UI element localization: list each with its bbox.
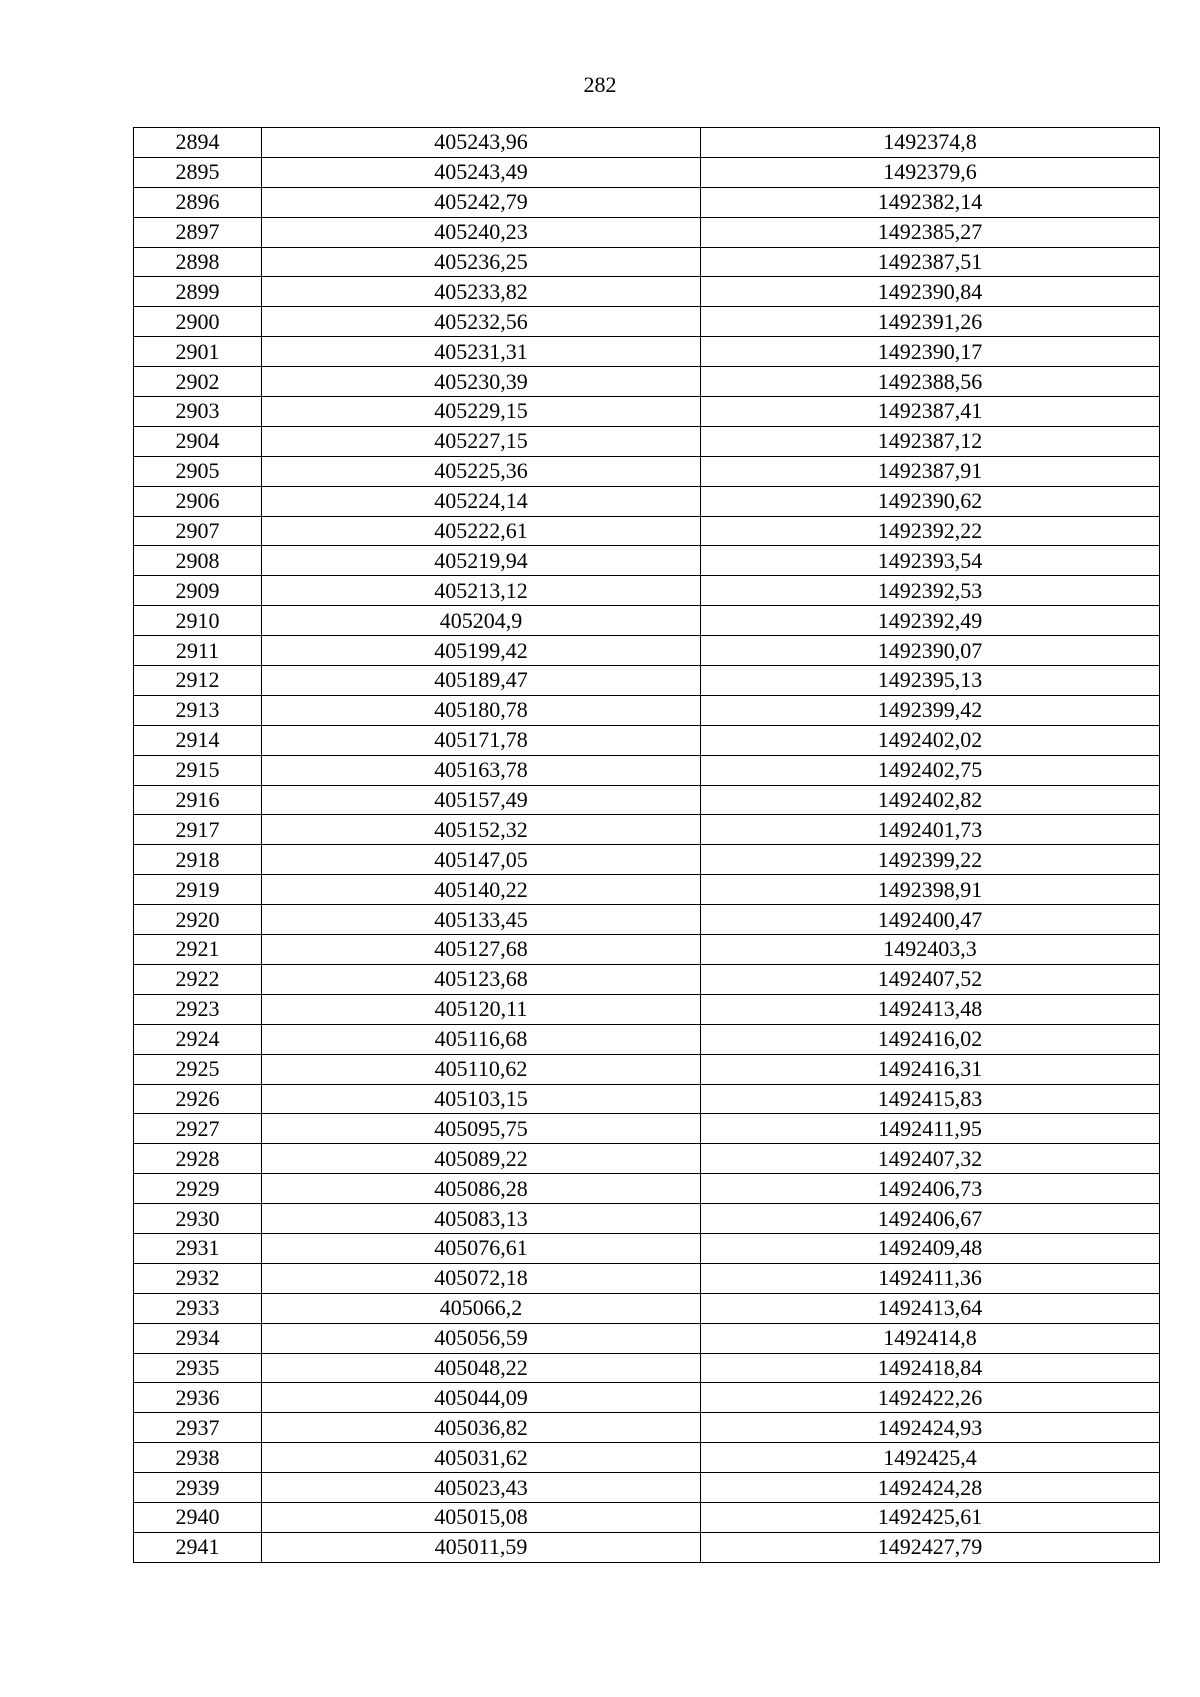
point-number-cell: 2921 — [134, 935, 262, 965]
table-row — [134, 1353, 1160, 1383]
point-number-cell: 2929 — [134, 1174, 262, 1204]
point-number-cell: 2919 — [134, 875, 262, 905]
y-coordinate-cell: 1492387,91 — [701, 456, 1160, 486]
table-row — [134, 994, 1160, 1024]
y-coordinate-cell: 1492411,95 — [701, 1114, 1160, 1144]
x-coordinate-cell: 405083,13 — [262, 1204, 701, 1234]
y-coordinate-cell: 1492390,84 — [701, 277, 1160, 307]
x-coordinate-cell: 405240,23 — [262, 217, 701, 247]
table-row — [134, 157, 1160, 187]
x-coordinate-cell: 405072,18 — [262, 1263, 701, 1293]
y-coordinate-cell: 1492382,14 — [701, 187, 1160, 217]
x-coordinate-cell: 405036,82 — [262, 1413, 701, 1443]
y-coordinate-cell: 1492425,4 — [701, 1443, 1160, 1473]
x-coordinate-cell: 405227,15 — [262, 426, 701, 456]
point-number-cell: 2928 — [134, 1144, 262, 1174]
table-row — [134, 516, 1160, 546]
x-coordinate-cell: 405157,49 — [262, 785, 701, 815]
table-row — [134, 815, 1160, 845]
x-coordinate-cell: 405116,68 — [262, 1024, 701, 1054]
coordinates-table-body — [134, 128, 1160, 1563]
point-number-cell: 2917 — [134, 815, 262, 845]
point-number-cell: 2930 — [134, 1204, 262, 1234]
y-coordinate-cell: 1492387,51 — [701, 247, 1160, 277]
x-coordinate-cell: 405231,31 — [262, 337, 701, 367]
table-row — [134, 1443, 1160, 1473]
point-number-cell: 2912 — [134, 666, 262, 696]
x-coordinate-cell: 405110,62 — [262, 1054, 701, 1084]
point-number-cell: 2915 — [134, 755, 262, 785]
point-number-cell: 2940 — [134, 1502, 262, 1532]
point-number-cell: 2911 — [134, 636, 262, 666]
point-number-cell: 2922 — [134, 964, 262, 994]
table-row — [134, 217, 1160, 247]
x-coordinate-cell: 405189,47 — [262, 666, 701, 696]
x-coordinate-cell: 405011,59 — [262, 1532, 701, 1562]
table-row — [134, 845, 1160, 875]
x-coordinate-cell: 405171,78 — [262, 725, 701, 755]
y-coordinate-cell: 1492411,36 — [701, 1263, 1160, 1293]
table-row — [134, 277, 1160, 307]
y-coordinate-cell: 1492424,93 — [701, 1413, 1160, 1443]
x-coordinate-cell: 405232,56 — [262, 307, 701, 337]
point-number-cell: 2913 — [134, 695, 262, 725]
y-coordinate-cell: 1492391,26 — [701, 307, 1160, 337]
x-coordinate-cell: 405023,43 — [262, 1473, 701, 1503]
y-coordinate-cell: 1492392,53 — [701, 576, 1160, 606]
table-row — [134, 128, 1160, 158]
table-row — [134, 397, 1160, 427]
y-coordinate-cell: 1492424,28 — [701, 1473, 1160, 1503]
x-coordinate-cell: 405243,49 — [262, 157, 701, 187]
table-row — [134, 187, 1160, 217]
table-row — [134, 576, 1160, 606]
table-row — [134, 486, 1160, 516]
x-coordinate-cell: 405056,59 — [262, 1323, 701, 1353]
table-row — [134, 1084, 1160, 1114]
x-coordinate-cell: 405120,11 — [262, 994, 701, 1024]
y-coordinate-cell: 1492415,83 — [701, 1084, 1160, 1114]
y-coordinate-cell: 1492390,62 — [701, 486, 1160, 516]
y-coordinate-cell: 1492403,3 — [701, 935, 1160, 965]
x-coordinate-cell: 405152,32 — [262, 815, 701, 845]
y-coordinate-cell: 1492407,52 — [701, 964, 1160, 994]
x-coordinate-cell: 405031,62 — [262, 1443, 701, 1473]
point-number-cell: 2933 — [134, 1293, 262, 1323]
table-row — [134, 1024, 1160, 1054]
y-coordinate-cell: 1492413,48 — [701, 994, 1160, 1024]
y-coordinate-cell: 1492379,6 — [701, 157, 1160, 187]
x-coordinate-cell: 405044,09 — [262, 1383, 701, 1413]
table-row — [134, 1532, 1160, 1562]
x-coordinate-cell: 405236,25 — [262, 247, 701, 277]
point-number-cell: 2894 — [134, 128, 262, 158]
x-coordinate-cell: 405243,96 — [262, 128, 701, 158]
table-row — [134, 426, 1160, 456]
y-coordinate-cell: 1492406,73 — [701, 1174, 1160, 1204]
point-number-cell: 2931 — [134, 1233, 262, 1263]
y-coordinate-cell: 1492414,8 — [701, 1323, 1160, 1353]
x-coordinate-cell: 405140,22 — [262, 875, 701, 905]
table-row — [134, 1174, 1160, 1204]
point-number-cell: 2916 — [134, 785, 262, 815]
y-coordinate-cell: 1492395,13 — [701, 666, 1160, 696]
table-row — [134, 964, 1160, 994]
y-coordinate-cell: 1492425,61 — [701, 1502, 1160, 1532]
table-row — [134, 666, 1160, 696]
page-number: 282 — [583, 72, 617, 97]
y-coordinate-cell: 1492387,41 — [701, 397, 1160, 427]
table-row — [134, 1144, 1160, 1174]
x-coordinate-cell: 405095,75 — [262, 1114, 701, 1144]
table-row — [134, 1263, 1160, 1293]
y-coordinate-cell: 1492392,49 — [701, 606, 1160, 636]
x-coordinate-cell: 405123,68 — [262, 964, 701, 994]
point-number-cell: 2925 — [134, 1054, 262, 1084]
y-coordinate-cell: 1492374,8 — [701, 128, 1160, 158]
table-row — [134, 725, 1160, 755]
x-coordinate-cell: 405213,12 — [262, 576, 701, 606]
point-number-cell: 2907 — [134, 516, 262, 546]
x-coordinate-cell: 405229,15 — [262, 397, 701, 427]
y-coordinate-cell: 1492393,54 — [701, 546, 1160, 576]
y-coordinate-cell: 1492387,12 — [701, 426, 1160, 456]
x-coordinate-cell: 405222,61 — [262, 516, 701, 546]
point-number-cell: 2908 — [134, 546, 262, 576]
table-row — [134, 247, 1160, 277]
table-row — [134, 1204, 1160, 1234]
y-coordinate-cell: 1492418,84 — [701, 1353, 1160, 1383]
point-number-cell: 2904 — [134, 426, 262, 456]
point-number-cell: 2932 — [134, 1263, 262, 1293]
x-coordinate-cell: 405230,39 — [262, 367, 701, 397]
table-row — [134, 1473, 1160, 1503]
x-coordinate-cell: 405225,36 — [262, 456, 701, 486]
table-row — [134, 307, 1160, 337]
x-coordinate-cell: 405233,82 — [262, 277, 701, 307]
y-coordinate-cell: 1492390,17 — [701, 337, 1160, 367]
x-coordinate-cell: 405103,15 — [262, 1084, 701, 1114]
y-coordinate-cell: 1492402,75 — [701, 755, 1160, 785]
point-number-cell: 2927 — [134, 1114, 262, 1144]
y-coordinate-cell: 1492400,47 — [701, 905, 1160, 935]
point-number-cell: 2903 — [134, 397, 262, 427]
x-coordinate-cell: 405224,14 — [262, 486, 701, 516]
x-coordinate-cell: 405199,42 — [262, 636, 701, 666]
x-coordinate-cell: 405089,22 — [262, 1144, 701, 1174]
point-number-cell: 2924 — [134, 1024, 262, 1054]
y-coordinate-cell: 1492401,73 — [701, 815, 1160, 845]
point-number-cell: 2934 — [134, 1323, 262, 1353]
point-number-cell: 2935 — [134, 1353, 262, 1383]
point-number-cell: 2905 — [134, 456, 262, 486]
y-coordinate-cell: 1492409,48 — [701, 1233, 1160, 1263]
table-row — [134, 367, 1160, 397]
table-row — [134, 1054, 1160, 1084]
y-coordinate-cell: 1492398,91 — [701, 875, 1160, 905]
table-row — [134, 1413, 1160, 1443]
table-row — [134, 337, 1160, 367]
point-number-cell: 2902 — [134, 367, 262, 397]
y-coordinate-cell: 1492388,56 — [701, 367, 1160, 397]
x-coordinate-cell: 405219,94 — [262, 546, 701, 576]
point-number-cell: 2937 — [134, 1413, 262, 1443]
x-coordinate-cell: 405127,68 — [262, 935, 701, 965]
table-row — [134, 695, 1160, 725]
x-coordinate-cell: 405163,78 — [262, 755, 701, 785]
point-number-cell: 2918 — [134, 845, 262, 875]
x-coordinate-cell: 405076,61 — [262, 1233, 701, 1263]
x-coordinate-cell: 405066,2 — [262, 1293, 701, 1323]
y-coordinate-cell: 1492413,64 — [701, 1293, 1160, 1323]
table-row — [134, 1233, 1160, 1263]
point-number-cell: 2899 — [134, 277, 262, 307]
point-number-cell: 2900 — [134, 307, 262, 337]
point-number-cell: 2926 — [134, 1084, 262, 1114]
point-number-cell: 2910 — [134, 606, 262, 636]
point-number-cell: 2936 — [134, 1383, 262, 1413]
table-row — [134, 606, 1160, 636]
y-coordinate-cell: 1492399,42 — [701, 695, 1160, 725]
table-row — [134, 935, 1160, 965]
y-coordinate-cell: 1492422,26 — [701, 1383, 1160, 1413]
y-coordinate-cell: 1492392,22 — [701, 516, 1160, 546]
x-coordinate-cell: 405204,9 — [262, 606, 701, 636]
y-coordinate-cell: 1492402,82 — [701, 785, 1160, 815]
table-row — [134, 1114, 1160, 1144]
point-number-cell: 2898 — [134, 247, 262, 277]
x-coordinate-cell: 405242,79 — [262, 187, 701, 217]
point-number-cell: 2906 — [134, 486, 262, 516]
y-coordinate-cell: 1492402,02 — [701, 725, 1160, 755]
point-number-cell: 2923 — [134, 994, 262, 1024]
point-number-cell: 2941 — [134, 1532, 262, 1562]
y-coordinate-cell: 1492407,32 — [701, 1144, 1160, 1174]
point-number-cell: 2901 — [134, 337, 262, 367]
y-coordinate-cell: 1492427,79 — [701, 1532, 1160, 1562]
x-coordinate-cell: 405086,28 — [262, 1174, 701, 1204]
x-coordinate-cell: 405048,22 — [262, 1353, 701, 1383]
y-coordinate-cell: 1492390,07 — [701, 636, 1160, 666]
point-number-cell: 2909 — [134, 576, 262, 606]
y-coordinate-cell: 1492416,31 — [701, 1054, 1160, 1084]
table-row — [134, 1323, 1160, 1353]
x-coordinate-cell: 405147,05 — [262, 845, 701, 875]
point-number-cell: 2914 — [134, 725, 262, 755]
point-number-cell: 2896 — [134, 187, 262, 217]
table-row — [134, 636, 1160, 666]
table-row — [134, 875, 1160, 905]
coordinates-table — [133, 127, 1160, 1563]
y-coordinate-cell: 1492406,67 — [701, 1204, 1160, 1234]
x-coordinate-cell: 405180,78 — [262, 695, 701, 725]
table-row — [134, 905, 1160, 935]
point-number-cell: 2938 — [134, 1443, 262, 1473]
point-number-cell: 2897 — [134, 217, 262, 247]
point-number-cell: 2920 — [134, 905, 262, 935]
table-row — [134, 456, 1160, 486]
table-row — [134, 1383, 1160, 1413]
table-row — [134, 755, 1160, 785]
point-number-cell: 2939 — [134, 1473, 262, 1503]
table-row — [134, 1502, 1160, 1532]
y-coordinate-cell: 1492385,27 — [701, 217, 1160, 247]
y-coordinate-cell: 1492399,22 — [701, 845, 1160, 875]
x-coordinate-cell: 405015,08 — [262, 1502, 701, 1532]
x-coordinate-cell: 405133,45 — [262, 905, 701, 935]
table-row — [134, 1293, 1160, 1323]
table-row — [134, 546, 1160, 576]
y-coordinate-cell: 1492416,02 — [701, 1024, 1160, 1054]
table-row — [134, 785, 1160, 815]
point-number-cell: 2895 — [134, 157, 262, 187]
